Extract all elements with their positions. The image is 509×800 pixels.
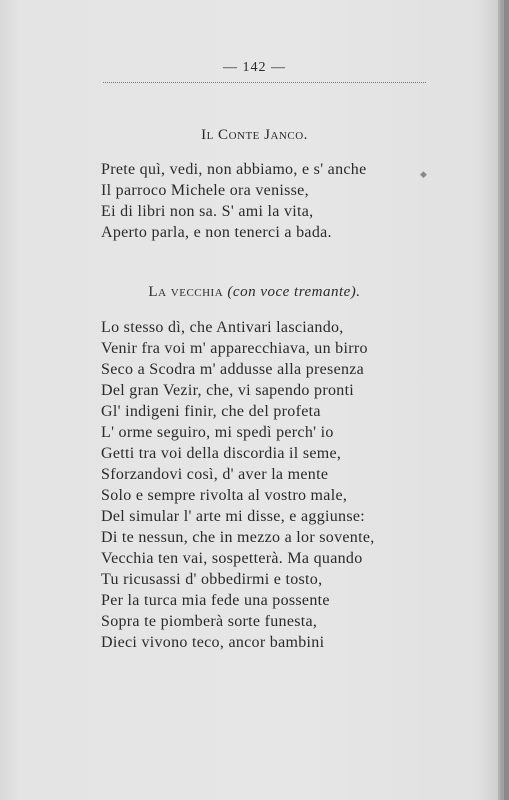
verse-line: L' orme seguiro, mi spedì perch' io [101,424,334,441]
verse-line: Lo stesso dì, che Antivari lasciando, [101,319,344,336]
verse-line: Venir fra voi m' apparecchiava, un birro [101,340,368,357]
verse-line: Sopra te piomberà sorte funesta, [101,613,318,630]
verse-line: Del gran Vezir, che, vi sapendo pronti [101,382,355,399]
page-number: — 142 — [223,60,286,75]
verse-line: Solo e sempre rivolta al vostro male, [101,487,348,504]
header-rule [103,82,426,83]
verse-line: Aperto parla, e non tenerci a bada. [101,224,332,241]
stage-direction: (con voce tremante). [227,284,361,300]
speaker-name: Il Conte Janco. [201,127,308,143]
verse-line: Seco a Scodra m' addusse alla presenza [101,361,365,378]
verse-line: Per la turca mia fede una possente [101,592,330,609]
verse-line: Del simular l' arte mi disse, e aggiunse: [101,508,366,525]
verse-line: Tu ricusassi d' obbedirmi e tosto, [101,571,323,588]
page-edge-shadow [504,0,509,800]
smudge-mark: ◆ [420,169,427,179]
speaker-heading-conte [0,127,509,144]
verse-line: Il parroco Michele ora venisse, [101,182,309,199]
verse-line: Vecchia ten vai, sospetterà. Ma quando [101,550,363,567]
verse-line: Dieci vivono teco, ancor bambini [101,634,325,651]
stanza-conte [101,159,431,243]
verse-line: Ei di libri non sa. S' ami la vita, [101,203,314,220]
verse-line: Sforzandovi così, d' aver la mente [101,466,329,483]
speaker-name: La vecchia [148,284,224,300]
verse-line: Prete quì, vedi, non abbiamo, e s' anche [101,161,367,178]
verse-line: Gl' indigeni finir, che del profeta [101,403,321,420]
verse-line: Di te nessun, che in mezzo a lor sovente, [101,529,375,546]
stanza-vecchia [101,317,431,653]
speaker-heading-vecchia [0,284,509,301]
verse-line: Getti tra voi della discordia il seme, [101,445,342,462]
